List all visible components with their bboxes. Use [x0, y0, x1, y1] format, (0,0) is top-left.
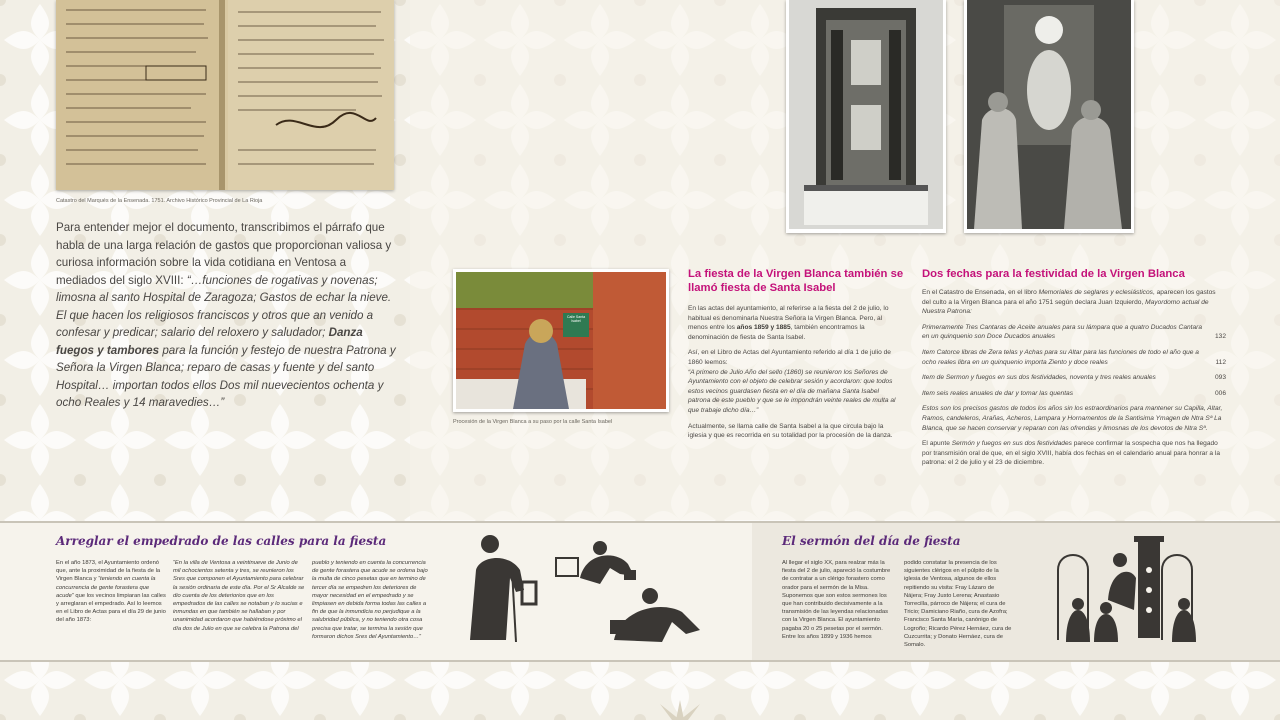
- fechas-intro-b: , aparecen los gastos del culto a la Virgen Blanca para el año 1751 según declara Juan Izquierdo,: [922, 289, 1216, 306]
- fiesta-p1-bold: años 1859 y 1885: [736, 324, 791, 332]
- fiesta-p2-quote: “A primero de Julio Año del sello (1860) se reunieron los Señores de Ayuntamiento con el objeto de celebrar sesión y acordaron: que todos estos vecinos guardasen fiesta en el día de mañana Santa Isabel patrona de este pueblo y que se le impondrán veinte reales de multa al que trabaje dicho día…”: [688, 368, 896, 414]
- intro-paragraph: [56, 219, 396, 412]
- fechas-section-body: [922, 288, 1226, 474]
- sermon-title: El sermón del día de fiesta: [782, 534, 961, 548]
- ledger-row-amount: 112: [1215, 358, 1226, 366]
- workers-illustration: [450, 530, 730, 650]
- fiesta-paragraph-1: [688, 304, 900, 342]
- fechas-intro-italic2: Mayordomo actual de Nuestra Patrona:: [922, 298, 1209, 316]
- empedrado-col-3: pueblo y teniendo en cuenta la concurrencia de gente forastera que acude se ordena bajo la multa de cinco pesetas que en termino de tercer día se empedren los deteriores de mayor necesidad en el empedrado y se limpiasen en debida forma todas las calles a fin de que la inmundicia no perjudique a la salubridad pública, y no teniendo otra cosa precisa que tratar, se termina la sesión que formaron dichos Sres del Ayuntamiento…”: [312, 560, 428, 640]
- sermon-col-1: Al llegar el siglo XX, para realzar más la fiesta del 2 de julio, apareció la costumbre de contratar a un clérigo forastero como orador para el sermón de la Misa. Suponemos que son estos sermones los que han contribuido decisivamente a la transmisión de las leyendas relacionadas con la Virgen Blanca. El ayuntamiento pagaba 20 o 25 pesetas por el sermón. Entre los años 1899 y 1936 hemos: [782, 560, 891, 640]
- fechas-intro-italic: Memoriales de seglares y eclesiásticos: [1038, 289, 1153, 296]
- empedrado-col1-a: En el año 1873, el Ayuntamiento ordenó que, ante la proximidad de la fiesta de la Virgen Blanca y: [56, 560, 161, 583]
- empedrado-col1-b: que los vecinos limpiaran las calles y arreglaran el empedrado. Así lo leemos en el Libro de Actas para el día 29 de junio del año 1873:: [56, 592, 166, 624]
- ledger-row-text: Primeramente Tres Cantaras de Aceite anuales para su lámpara que a quatro Ducados Cantara en un quinquenio son Doce Ducados anuales: [922, 323, 1203, 341]
- fiesta-paragraph-3: Actualmente, se llama calle de Santa Isabel a la que circula bajo la iglesia y que es recorrida en su totalidad por la procesión de la danza.: [688, 422, 893, 440]
- ledger-row-amount: 132: [1214, 333, 1226, 341]
- manuscript-image: [56, 0, 394, 190]
- fechas-intro: [922, 288, 1226, 317]
- ledger-row-text: Item Catorce libras de Zera telas y Achas para su Altar para las funciones de todo el año que a ocho reales libra en un quinquenio importa Ziento y doce reales: [922, 348, 1199, 366]
- empedrado-title: Arreglar el empedrado de las calles para la fiesta: [56, 534, 387, 548]
- men-photo: [964, 0, 1134, 233]
- fechas-closing: Estos son los precisos gastos de todos los años sin los estraordinarios para mantener su Capilla, Altar, Ramos, candeleros, Arañas, Acheros, Lampara y Hornamentos de la Santisima Ymagen de Ntra Sª La Blanca, que se hacen conservar y reparan con las ofrendas y limosnas de los devotos de Ntra Sª.: [922, 405, 1223, 432]
- manuscript-caption: Catastro del Marqués de la Ensenada. 1751. Archivo Histórico Provincial de La Rioja: [56, 198, 263, 204]
- fechas-intro-a: En el Catastro de Ensenada, en el libro: [922, 289, 1039, 296]
- intro-lead: Para entender mejor el documento, transcribimos el párrafo que habla de una larga relación de gastos que proporcionan valiosa y curiosa información sobre la vida cotidiana en Ventosa a mediados del siglo XVIII:: [56, 221, 392, 287]
- fiesta-p2-lead: Así, en el Libro de Actas del Ayuntamiento referido al día 1 de julio de 1860 leemos:: [688, 349, 891, 366]
- street-sign: Calle Santa Isabel: [566, 315, 586, 323]
- ledger-row-text: Item seis reales anuales de dar y tomar las quentas: [922, 389, 1074, 397]
- fechas-final-italic: Sermón y fuegos en sus dos festividades: [951, 440, 1072, 448]
- altar-photo: [786, 0, 946, 233]
- ledger-row: [922, 323, 1226, 342]
- sermon-col-2: podido constatar la presencia de los siguientes clérigos en el púlpito de la iglesia de Ventosa, algunos de ellos repitiendo su visita: Fray Lázaro de Nájera; Fray Justo Lerena; Anastasio Torrecilla, párroco de Nájera; el cura de Tricio; Damiciano Riaño, cura de Azofra; Francisco Santa María, canónigo de Logroño; Ricardo Pérez Hernáez, cura de Cuzcurrita; y Donato Hernáez, cura de Somalo.: [904, 560, 1012, 649]
- fechas-section-title: Dos fechas para la festividad de la Virgen Blanca: [922, 268, 1185, 280]
- ledger-row-amount: 006: [1214, 389, 1226, 397]
- empedrado-col-1: [56, 559, 166, 625]
- empedrado-col1-italic: “teniendo en cuenta la concurrencia de gente forastera que acude”: [56, 576, 156, 599]
- fechas-final-a: El apunte: [922, 440, 952, 448]
- fiesta-p1-a: En las actas del ayuntamiento, al referirse a la fiesta del 2 de julio, lo habitual es denominarla Nuestra Señora la Virgen Blanca. Pero, al menos entre los: [688, 305, 889, 332]
- fechas-final: [922, 439, 1226, 468]
- fechas-final-b: parece confirmar la sospecha que nos ha llegado por transmisión oral de que, en el siglo XVIII, había dos fechas en el calendario anual para honrar a la patrona: el 2 de julio y el 23 de diciembre.: [922, 440, 1221, 467]
- fiesta-section-title: La fiesta de la Virgen Blanca también se llamó fiesta de Santa Isabel: [688, 268, 904, 294]
- intro-quote-a: “…funciones de rogativas y novenas; limosna al santo Hospital de Zaragoza; Gastos de echar la nieve. El que hacen los religiosos franciscos y otros que an venido a confesar y predicar; salario del reloxero y saludador;: [56, 273, 392, 339]
- street-photo-caption: Procesión de la Virgen Blanca a su paso por la calle Santa Isabel: [453, 419, 613, 425]
- ledger-row-text: Item de Sermon y fuegos en sus dos festividades, noventa y tres reales anuales: [922, 374, 1156, 382]
- ledger-row: [922, 373, 1226, 383]
- intro-quote-bold: Danza fuegos y tambores: [56, 326, 363, 357]
- sermon-illustration: [1050, 530, 1220, 650]
- ledger: [922, 323, 1226, 399]
- ledger-row-amount: 093: [1214, 374, 1226, 382]
- star-ornament-icon: [650, 700, 710, 720]
- ledger-row: [922, 389, 1226, 399]
- fiesta-section-body: [688, 304, 900, 447]
- fiesta-p1-b: , también encontramos la denominación de fiesta de Santa Isabel.: [688, 324, 865, 341]
- empedrado-col-2: “En la villa de Ventosa a veintinueve de Junio de mil ochocientos setenta y tres, se reunieron los Sres que componen el Ayuntamiento para celebrar la sesión ordinaria de este día. Por el Sr Alcalde se dio cuenta de los deteriorios que en los empedrados de las calles se notaban y lo sucias e inmundas en que también se hallaban y por unanimidad acordaron que habiéndose próximo el día dos de Julio en que se celebra la Patrona del: [173, 560, 305, 632]
- ledger-row: [922, 348, 1226, 367]
- fiesta-paragraph-2: [688, 348, 900, 415]
- street-photo: [453, 269, 669, 412]
- intro-quote-b: para la función y festejo de nuestra Patrona y Señora la Virgen Blanca; reparo de casas y fuente y del santo Hospital… importan todos ellos Dos mil nuevecientos ochenta y ocho Reales y 14 maravedies…”: [56, 343, 396, 409]
